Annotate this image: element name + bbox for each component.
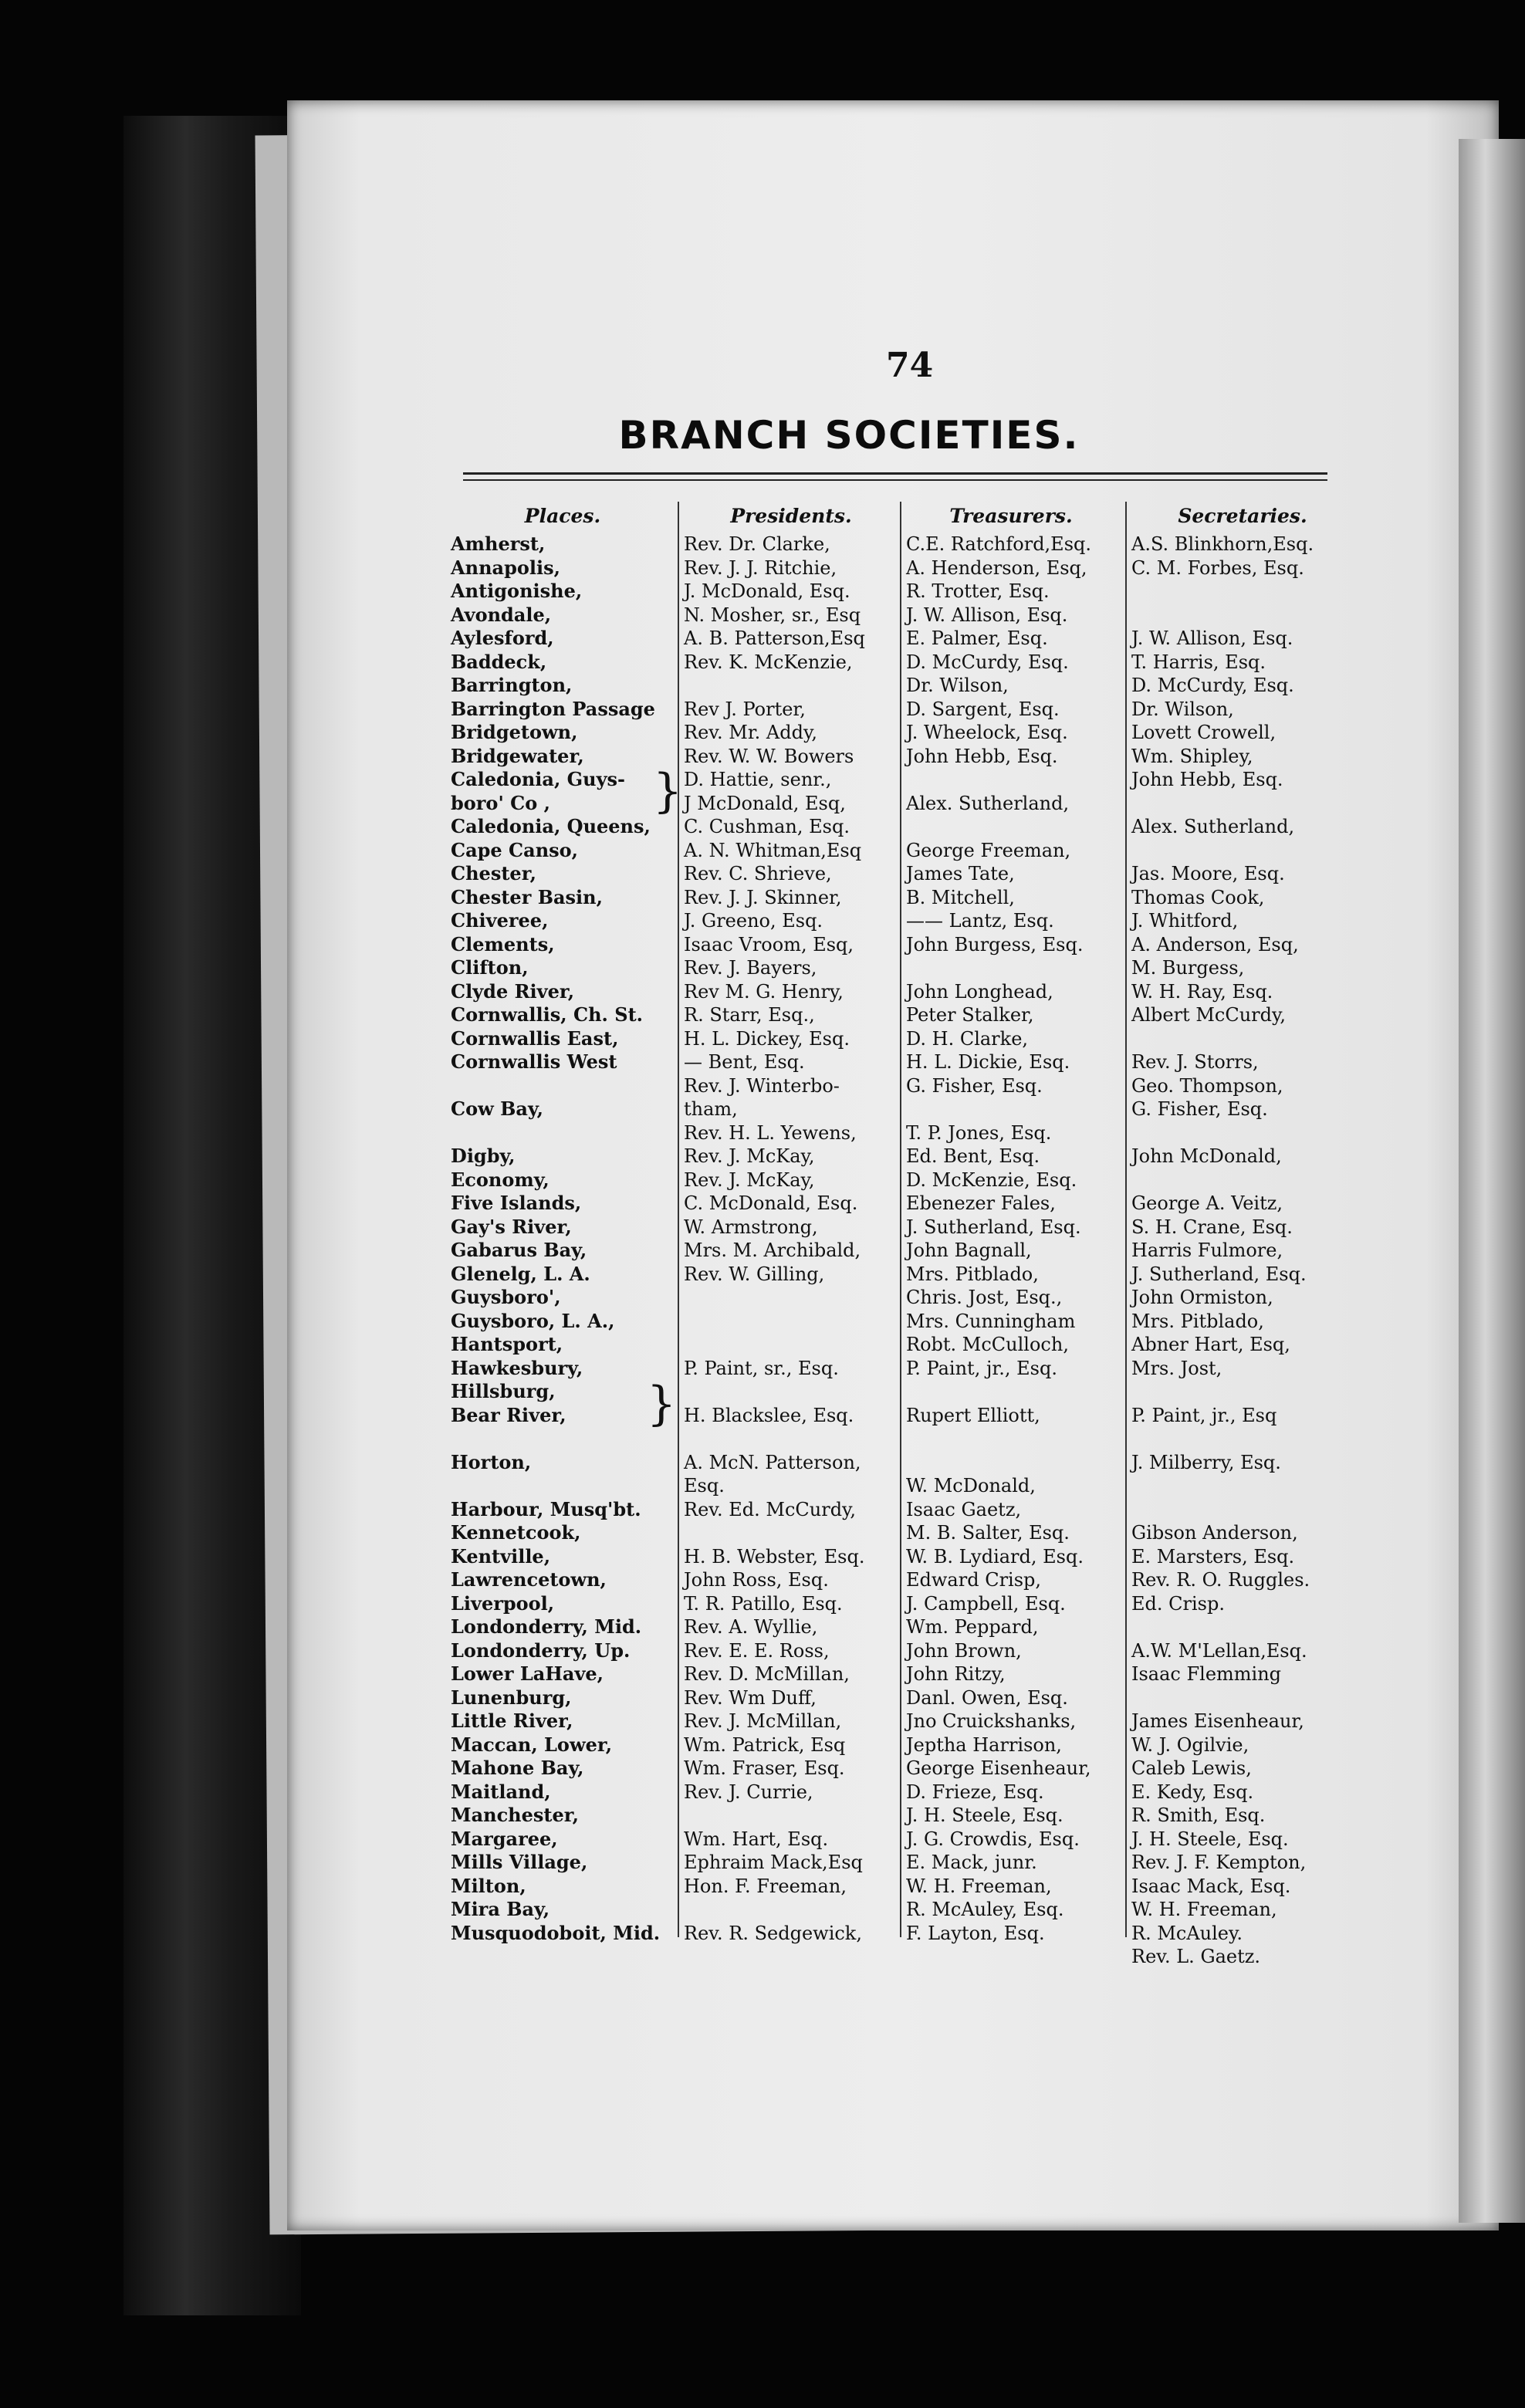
president-entry: A. McN. Patterson, [684,1451,861,1473]
places-column [451,533,675,1945]
president-entry: Rev. J. McKay, [684,1168,815,1191]
place-entry: Clements, [451,932,555,955]
treasurer-entry: Peter Stalker, [906,1004,1034,1026]
treasurer-entry: T. P. Jones, Esq. [906,1121,1052,1144]
place-entry: Gabarus Bay, [451,1239,587,1261]
treasurer-entry: George Freeman, [906,839,1071,861]
president-entry [684,1521,894,1545]
treasurer-entry: Danl. Owen, Esq. [906,1686,1068,1709]
president-entry: Rev. J. J. Ritchie, [684,556,837,579]
place-entry: Cornwallis East, [451,1026,619,1050]
secretary-entry [1131,580,1355,604]
place-entry: Hantsport, [451,1333,563,1355]
secretary-entry: Ed. Crisp. [1131,1592,1225,1615]
president-entry: Rev. J. Currie, [684,1781,813,1803]
treasurer-entry: W. B. Lydiard, Esq. [906,1545,1084,1568]
secretary-entry: E. Marsters, Esq. [1131,1545,1295,1568]
secretary-entry [1131,1615,1355,1639]
place-entry [451,1427,675,1451]
treasurer-entry: John Bagnall, [906,1240,1032,1261]
president-entry: Rev. C. Shrieve, [684,863,832,884]
treasurer-entry: James Tate, [906,863,1015,884]
header-secretaries: Secretaries. [1178,505,1307,527]
brace-glyph: } [653,764,683,818]
secretary-entry: Rev. J. Storrs, [1131,1051,1259,1073]
treasurer-entry: R. Trotter, Esq. [906,580,1050,602]
secretary-entry: S. H. Crane, Esq. [1131,1216,1293,1238]
secretary-entry: Rev. L. Gaetz. [1131,1946,1261,1967]
president-entry: Rev. D. McMillan, [684,1663,850,1685]
secretary-entry [1131,1380,1355,1404]
treasurer-entry: W. H. Freeman, [906,1875,1052,1897]
president-entry: A. B. Patterson,Esq [684,627,865,649]
secretary-entry: A.W. M'Lellan,Esq. [1131,1639,1307,1662]
president-entry: J McDonald, Esq, [684,792,846,814]
place-entry: Chester Basin, [451,885,603,908]
treasurer-entry: F. Layton, Esq. [906,1922,1045,1944]
place-entry: Baddeck, [451,650,547,673]
place-entry: Antigonishe, [451,580,583,602]
secretary-entry: E. Kedy, Esq. [1131,1781,1254,1803]
place-entry: Digby, [451,1145,516,1167]
treasurer-entry: R. McAuley, Esq. [906,1899,1064,1920]
title-rule [463,472,1327,475]
president-entry [684,1804,894,1828]
place-entry: Musquodoboit, Mid. [451,1921,661,1944]
treasurer-entry: —— Lantz, Esq. [906,910,1054,932]
column-divider [678,502,679,1937]
place-entry: Cape Canso, [451,838,579,861]
place-entry: Hillsburg, [451,1380,556,1402]
president-entry: Rev. W. W. Bowers [684,745,854,767]
treasurer-entry: John Ritzy, [906,1663,1006,1685]
place-entry: Mira Bay, [451,1898,550,1920]
place-entry: Barrington, [451,674,573,696]
president-entry: Rev. A. Wyllie, [684,1616,818,1638]
treasurer-entry: Rupert Elliott, [906,1404,1040,1426]
president-entry: Rev. R. Sedgewick, [684,1922,862,1944]
treasurer-entry: Dr. Wilson, [906,675,1009,696]
secretary-entry [1131,1427,1355,1451]
secretary-entry [1131,1474,1355,1498]
secretary-entry: J. Whitford, [1131,910,1239,932]
place-entry: Londonderry, Mid. [451,1615,642,1638]
treasurer-entry: Ebenezer Fales, [906,1192,1056,1214]
president-entry: Rev M. G. Henry, [684,980,844,1003]
place-entry: Clyde River, [451,979,575,1003]
secretary-entry: R. McAuley. [1131,1922,1243,1944]
secretary-entry: G. Fisher, Esq. [1131,1098,1268,1120]
place-entry: Londonderry, Up. [451,1639,631,1662]
place-entry: Hawkesbury, [451,1356,583,1379]
secretary-entry: Albert McCurdy, [1131,1004,1286,1026]
place-entry: Guysboro', [451,1286,561,1308]
treasurer-entry: John Brown, [906,1639,1022,1662]
president-entry [684,1380,894,1404]
place-entry: Cow Bay, [451,1097,543,1120]
president-entry: D. Hattie, senr., [684,769,832,790]
treasurer-entry: John Hebb, Esq. [906,745,1058,767]
treasurer-entry: J. Sutherland, Esq. [906,1216,1081,1238]
secretary-entry: Rev. R. O. Ruggles. [1131,1569,1310,1591]
treasurer-entry: P. Paint, jr., Esq. [906,1357,1057,1379]
treasurer-entry: M. B. Salter, Esq. [906,1522,1070,1544]
treasurer-entry: Chris. Jost, Esq., [906,1287,1063,1308]
treasurer-entry [906,1380,1122,1404]
secretary-entry: Isaac Mack, Esq. [1131,1875,1291,1897]
place-entry: Gay's River, [451,1215,572,1238]
secretary-entry: Geo. Thompson, [1131,1074,1283,1097]
secretary-entry: John Ormiston, [1131,1287,1273,1308]
president-entry: W. Armstrong, [684,1216,818,1238]
place-entry: Harbour, Musq'bt. [451,1497,641,1520]
place-entry: Annapolis, [451,556,560,579]
place-entry: Economy, [451,1168,549,1191]
place-entry: Horton, [451,1450,532,1473]
secretary-entry: Caleb Lewis, [1131,1757,1252,1779]
treasurer-entry: Mrs. Pitblado, [906,1263,1039,1285]
place-entry [451,1121,675,1145]
secretary-entry: P. Paint, jr., Esq [1131,1404,1277,1426]
treasurer-entry: J. Campbell, Esq. [906,1592,1066,1615]
president-entry: Rev. J. Winterbo- [684,1074,840,1097]
treasurer-entry [906,1097,1122,1121]
secretary-entry: T. Harris, Esq. [1131,651,1266,673]
column-divider [900,502,901,1937]
page-title: BRANCH SOCIETIES. [618,413,1080,458]
place-entry: boro' Co , [451,791,550,814]
president-entry: Ephraim Mack,Esq [684,1852,863,1873]
treasurer-entry: Robt. McCulloch, [906,1334,1069,1355]
secretary-entry: C. M. Forbes, Esq. [1131,556,1304,579]
president-entry: Rev. J. J. Skinner, [684,886,842,908]
secretary-entry: J. W. Allison, Esq. [1131,627,1293,649]
place-entry: Kennetcook, [451,1521,581,1544]
secretary-entry: M. Burgess, [1131,957,1245,979]
treasurer-entry: E. Mack, junr. [906,1852,1037,1873]
place-entry [451,1474,675,1498]
secretary-entry [1131,1168,1355,1192]
treasurer-entry: D. H. Clarke, [906,1027,1029,1050]
president-entry [684,1898,894,1922]
president-entry [684,1286,894,1310]
secretary-entry: J. Sutherland, Esq. [1131,1263,1307,1285]
place-entry: Lawrencetown, [451,1568,607,1591]
treasurer-entry: B. Mitchell, [906,886,1015,908]
president-entry [684,1427,894,1451]
treasurer-entry: A. Henderson, Esq, [906,556,1087,579]
treasurer-entry [906,956,1122,980]
place-entry: Kentville, [451,1544,551,1568]
place-entry: Mahone Bay, [451,1757,584,1779]
president-entry: Rev. J. McKay, [684,1145,815,1167]
treasurer-entry: Alex. Sutherland, [906,792,1070,814]
secretary-entry: Isaac Flemming [1131,1663,1282,1685]
treasurer-entry: J. W. Allison, Esq. [906,604,1068,626]
place-entry: Chiveree, [451,909,549,932]
place-entry: Cornwallis West [451,1050,617,1073]
president-entry: John Ross, Esq. [684,1569,829,1591]
president-entry: H. Blackslee, Esq. [684,1404,854,1426]
place-entry: Aylesford, [451,627,554,649]
treasurer-entry [906,815,1122,839]
treasurer-entry [906,768,1122,792]
presidents-column [684,533,894,1945]
secretary-entry [1131,604,1355,627]
president-entry: Rev. H. L. Yewens, [684,1121,857,1144]
secretary-entry: Abner Hart, Esq, [1131,1334,1290,1355]
president-entry: A. N. Whitman,Esq [684,839,862,861]
column-headers [0,505,1525,531]
treasurer-entry: Wm. Peppard, [906,1616,1039,1638]
secretary-entry: John Hebb, Esq. [1131,769,1283,790]
president-entry: Mrs. M. Archibald, [684,1240,861,1261]
header-places: Places. [524,505,601,527]
president-entry: Rev. Wm Duff, [684,1686,817,1709]
president-entry: P. Paint, sr., Esq. [684,1357,839,1379]
treasurer-entry [906,1451,1122,1475]
secretary-entry: J. Milberry, Esq. [1131,1451,1281,1473]
treasurer-entry: J. G. Crowdis, Esq. [906,1828,1080,1850]
president-entry: Wm. Patrick, Esq [684,1733,846,1756]
president-entry: Rev. W. Gilling, [684,1263,825,1285]
secretary-entry: Dr. Wilson, [1131,698,1234,720]
president-entry [684,674,894,698]
secretary-entry: A.S. Blinkhorn,Esq. [1131,533,1314,555]
treasurer-entry: D. Sargent, Esq. [906,698,1060,720]
brace-glyph: } [647,1377,677,1431]
secretary-entry [1131,1686,1355,1710]
president-entry: T. R. Patillo, Esq. [684,1592,843,1615]
secretary-entry: J. H. Steele, Esq. [1131,1828,1289,1850]
secretary-entry [1131,792,1355,816]
secretary-entry: Gibson Anderson, [1131,1522,1298,1544]
place-entry [451,1074,675,1098]
treasurer-entry: D. McKenzie, Esq. [906,1168,1077,1191]
place-entry: Caledonia, Guys- [451,768,626,790]
place-entry: Maccan, Lower, [451,1733,613,1756]
president-entry: Rev. K. McKenzie, [684,651,853,673]
header-presidents: Presidents. [730,505,852,527]
secretary-entry: A. Anderson, Esq, [1131,933,1299,955]
secretary-entry: Thomas Cook, [1131,886,1265,908]
president-entry: J. McDonald, Esq. [684,580,850,602]
secretaries-column [1131,533,1355,1969]
place-entry: Bridgetown, [451,721,578,743]
treasurer-entry: D. Frieze, Esq. [906,1781,1044,1803]
treasurer-entry: Jeptha Harrison, [906,1733,1062,1756]
treasurer-entry: John Longhead, [906,980,1053,1003]
place-entry: Liverpool, [451,1591,555,1615]
page-stack-edge [1459,139,1525,2223]
president-entry: Rev J. Porter, [684,698,806,720]
president-entry: — Bent, Esq. [684,1051,805,1073]
president-entry: R. Starr, Esq., [684,1004,815,1026]
president-entry: H. B. Webster, Esq. [684,1545,865,1568]
secretary-entry: Wm. Shipley, [1131,745,1253,767]
treasurer-entry: J. Wheelock, Esq. [906,722,1068,743]
place-entry: Bear River, [451,1403,566,1426]
header-treasurers: Treasurers. [949,505,1073,527]
place-entry: Lower LaHave, [451,1662,604,1685]
treasurers-column [906,533,1122,1945]
place-entry: Bridgewater, [451,744,584,767]
secretary-entry: W. H. Freeman, [1131,1899,1277,1920]
secretary-entry [1131,1498,1355,1522]
place-entry: Mills Village, [451,1851,588,1873]
secretary-entry: Rev. J. F. Kempton, [1131,1852,1307,1873]
secretary-entry: R. Smith, Esq. [1131,1804,1266,1826]
secretary-entry: George A. Veitz, [1131,1192,1283,1214]
title-rule-thin [463,479,1327,481]
secretary-entry: Lovett Crowell, [1131,722,1276,743]
place-entry: Five Islands, [451,1192,582,1214]
president-entry: Rev. Mr. Addy, [684,722,817,743]
secretary-entry: James Eisenheaur, [1131,1710,1304,1732]
president-entry: N. Mosher, sr., Esq [684,604,861,626]
treasurer-entry: D. McCurdy, Esq. [906,651,1069,673]
president-entry: Isaac Vroom, Esq, [684,933,854,955]
place-entry: Guysboro, L. A., [451,1309,615,1332]
place-entry: Cornwallis, Ch. St. [451,1003,644,1026]
place-entry: Chester, [451,862,536,884]
place-entry: Avondale, [451,603,552,626]
place-entry: Amherst, [451,533,546,555]
secretary-entry: W. H. Ray, Esq. [1131,980,1273,1003]
place-entry: Milton, [451,1874,526,1897]
treasurer-entry: Isaac Gaetz, [906,1498,1022,1520]
president-entry: Hon. F. Freeman, [684,1875,847,1897]
place-entry: Margaree, [451,1827,558,1850]
treasurer-entry: W. McDonald, [906,1475,1036,1497]
treasurer-entry: E. Palmer, Esq. [906,627,1048,649]
president-entry: Rev. Ed. McCurdy, [684,1498,857,1520]
place-entry: Clifton, [451,956,529,979]
treasurer-entry: Edward Crisp, [906,1569,1042,1591]
treasurer-entry: J. H. Steele, Esq. [906,1804,1063,1826]
secretary-entry [1131,1027,1355,1051]
secretary-entry: W. J. Ogilvie, [1131,1733,1249,1756]
president-entry: Esq. [684,1475,725,1497]
president-entry [684,1333,894,1357]
treasurer-entry: G. Fisher, Esq. [906,1074,1043,1097]
treasurer-entry: Mrs. Cunningham [906,1310,1076,1332]
president-entry: Rev. E. E. Ross, [684,1639,830,1662]
place-entry: Maitland, [451,1780,551,1803]
president-entry: C. Cushman, Esq. [684,816,850,837]
president-entry: Wm. Fraser, Esq. [684,1757,845,1779]
president-entry: tham, [684,1098,738,1120]
treasurer-entry: George Eisenheaur, [906,1757,1091,1779]
president-entry [684,1310,894,1334]
secretary-entry: Mrs. Jost, [1131,1357,1222,1379]
place-entry: Caledonia, Queens, [451,815,651,837]
treasurer-entry: H. L. Dickie, Esq. [906,1051,1070,1073]
treasurer-entry: C.E. Ratchford,Esq. [906,533,1092,555]
treasurer-entry: Ed. Bent, Esq. [906,1145,1040,1167]
president-entry: Rev. J. Bayers, [684,957,817,979]
president-entry: C. McDonald, Esq. [684,1192,858,1214]
page-number: 74 [886,346,934,385]
treasurer-entry: Jno Cruickshanks, [906,1710,1077,1732]
president-entry: Wm. Hart, Esq. [684,1828,829,1850]
secretary-entry: Alex. Sutherland, [1131,816,1295,837]
treasurer-entry [906,1427,1122,1451]
place-entry: Little River, [451,1710,573,1732]
president-entry: H. L. Dickey, Esq. [684,1027,850,1050]
president-entry: J. Greeno, Esq. [684,910,823,932]
place-entry: Barrington Passage [451,697,655,720]
secretary-entry: Harris Fulmore, [1131,1240,1283,1261]
secretary-entry [1131,1121,1355,1145]
place-entry: Lunenburg, [451,1686,572,1709]
place-entry: Glenelg, L. A. [451,1262,590,1285]
secretary-entry [1131,839,1355,863]
president-entry: Rev. J. McMillan, [684,1710,842,1732]
secretary-entry: Mrs. Pitblado, [1131,1310,1264,1332]
secretary-entry: John McDonald, [1131,1145,1282,1167]
place-entry: Manchester, [451,1804,580,1826]
column-divider [1125,502,1127,1937]
secretary-entry: D. McCurdy, Esq. [1131,675,1294,696]
president-entry: Rev. Dr. Clarke, [684,533,830,555]
secretary-entry: Jas. Moore, Esq. [1131,863,1285,884]
treasurer-entry: John Burgess, Esq. [906,933,1084,955]
